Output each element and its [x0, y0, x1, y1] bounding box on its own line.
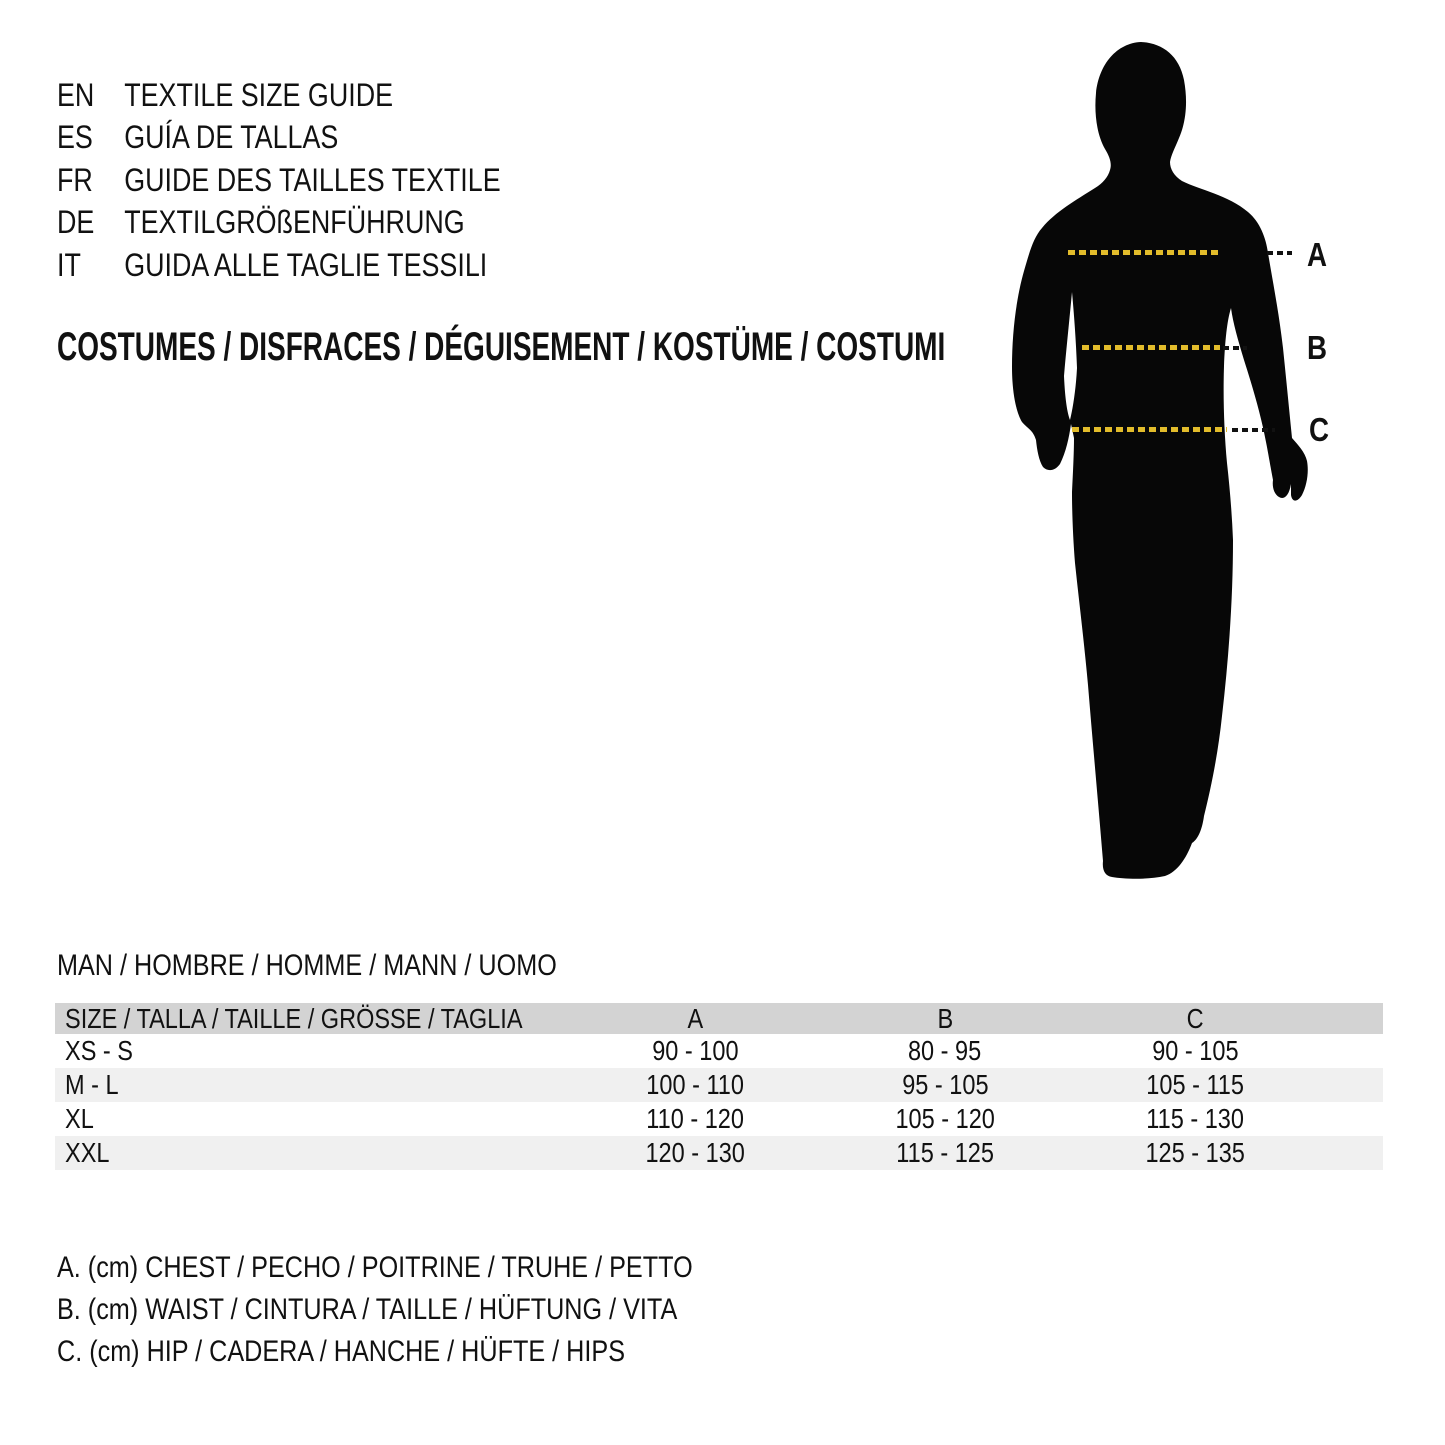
- table-header-row: [55, 1003, 1383, 1034]
- language-row: [57, 244, 585, 287]
- table-row: [55, 1068, 1383, 1102]
- cell-hip: 90 - 105: [1151, 1035, 1239, 1066]
- table-body: [55, 1034, 1383, 1170]
- language-label: GUIDE DES TAILLES TEXTILE: [124, 161, 501, 198]
- table-row: [55, 1034, 1383, 1068]
- legend-line-hip: C. (cm) HIP / CADERA / HANCHE / HÜFTE / HIPS: [57, 1335, 625, 1368]
- cell-hip: 125 - 135: [1145, 1137, 1245, 1168]
- marker-label-b: B: [1307, 329, 1328, 366]
- language-row: [57, 202, 585, 245]
- measurement-line-b-body: [1082, 345, 1220, 350]
- cell-chest: 90 - 100: [651, 1035, 739, 1066]
- row-size-label: XL: [65, 1103, 94, 1134]
- cell-waist: 115 - 125: [896, 1137, 994, 1168]
- marker-label-a: A: [1307, 236, 1328, 273]
- table-header-col-c: C: [1186, 1003, 1204, 1034]
- cell-chest: 110 - 120: [646, 1103, 744, 1134]
- measurement-line-a-body: [1068, 250, 1218, 255]
- measurement-line-c-extension: [1232, 428, 1275, 432]
- language-label: GUÍA DE TALLAS: [124, 119, 339, 156]
- language-code: ES: [57, 119, 93, 156]
- marker-label-c: C: [1309, 411, 1330, 448]
- table-header-col-b: B: [937, 1003, 953, 1034]
- cell-waist: 105 - 120: [895, 1103, 995, 1134]
- language-code: FR: [57, 161, 93, 198]
- language-label: GUIDA ALLE TAGLIE TESSILI: [124, 246, 488, 283]
- measurement-line-b-extension: [1223, 346, 1247, 350]
- table-header-col-a: A: [687, 1003, 703, 1034]
- language-row: [57, 159, 585, 202]
- cell-hip: 115 - 130: [1146, 1103, 1244, 1134]
- language-row: [57, 74, 585, 117]
- language-row: [57, 117, 585, 160]
- language-label: TEXTILE SIZE GUIDE: [124, 76, 394, 113]
- row-size-label: XS - S: [65, 1035, 133, 1066]
- silhouette-path: [1012, 42, 1308, 879]
- cell-chest: 120 - 130: [645, 1137, 745, 1168]
- measurement-legend: [57, 1247, 814, 1373]
- legend-line-waist: B. (cm) WAIST / CINTURA / TAILLE / HÜFTUNG / VITA: [57, 1293, 678, 1326]
- measurement-line-a-extension: [1267, 251, 1292, 255]
- language-code: EN: [57, 76, 95, 113]
- table-row: [55, 1136, 1383, 1170]
- cell-waist: 95 - 105: [901, 1069, 989, 1100]
- cell-chest: 100 - 110: [646, 1069, 744, 1100]
- cell-waist: 80 - 95: [908, 1035, 982, 1066]
- table-header-size: SIZE / TALLA / TAILLE / GRÖSSE / TAGLIA: [65, 1003, 523, 1034]
- language-code: IT: [57, 246, 81, 283]
- language-code: DE: [57, 204, 95, 241]
- language-label: TEXTILGRÖßENFÜHRUNG: [124, 204, 465, 241]
- row-size-label: M - L: [65, 1069, 119, 1100]
- category-title: COSTUMES / DISFRACES / DÉGUISEMENT / KOSTÜME / COSTUMI: [57, 325, 946, 369]
- row-size-label: XXL: [65, 1137, 110, 1168]
- cell-hip: 105 - 115: [1146, 1069, 1244, 1100]
- language-list: [57, 74, 585, 287]
- table-row: [55, 1102, 1383, 1136]
- man-silhouette-svg: [1000, 40, 1320, 880]
- legend-line-chest: A. (cm) CHEST / PECHO / POITRINE / TRUHE / PETTO: [57, 1251, 693, 1284]
- size-table: [55, 1003, 1383, 1170]
- section-title-man: MAN / HOMBRE / HOMME / MANN / UOMO: [57, 949, 557, 982]
- measurement-line-c-body: [1072, 427, 1227, 432]
